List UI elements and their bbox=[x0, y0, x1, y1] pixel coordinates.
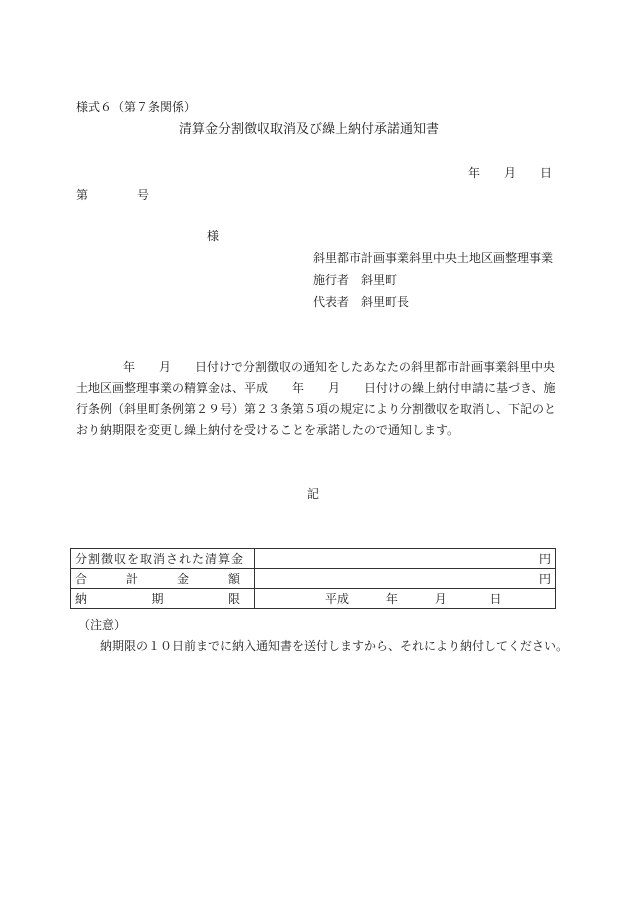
issuer-project: 斜里都市計画事業斜里中央土地区画整理事業 bbox=[313, 251, 554, 265]
settlement-amount-cell bbox=[255, 549, 556, 569]
due-era: 平成 bbox=[325, 591, 350, 606]
due-date-label: 納 期 限 bbox=[71, 589, 255, 609]
date-day: 日 bbox=[540, 166, 553, 180]
due-day: 日 bbox=[489, 591, 502, 606]
table-row bbox=[71, 569, 556, 589]
note-text: 納期限の１０日前までに納入通知書を送付しますから、それにより納付してください。 bbox=[100, 639, 569, 653]
due-date-cell bbox=[255, 589, 556, 609]
note-heading: （注意） bbox=[78, 618, 127, 632]
date-year: 年 bbox=[468, 166, 481, 180]
total-amount-cell bbox=[255, 569, 556, 589]
detail-table bbox=[70, 548, 556, 609]
number-go: 号 bbox=[137, 188, 150, 202]
date-month: 月 bbox=[504, 166, 517, 180]
due-year: 年 bbox=[385, 591, 398, 606]
addressee-sama: 様 bbox=[207, 229, 220, 243]
table-row bbox=[71, 589, 556, 609]
yen-unit: 円 bbox=[538, 571, 551, 586]
body-line-2: 土地区画整理事業の精算金は、平成 年 月 日付けの繰上納付申請に基づき、施 bbox=[76, 381, 556, 395]
number-dai: 第 bbox=[76, 188, 89, 202]
yen-unit: 円 bbox=[538, 551, 551, 566]
form-number: 様式６（第７条関係） bbox=[76, 100, 197, 114]
ki-heading: 記 bbox=[307, 487, 320, 501]
table-row bbox=[71, 549, 556, 569]
issuer-executor: 施行者 斜里町 bbox=[313, 273, 398, 287]
body-line-3: 行条例（斜里町条例第２９号）第２３条第５項の規定により分割徴収を取消し、下記のと bbox=[76, 402, 557, 416]
document-title: 清算金分割徴収取消及び繰上納付承諾通知書 bbox=[179, 122, 440, 137]
issuer-representative: 代表者 斜里町長 bbox=[313, 295, 410, 309]
body-line-4: おり納期限を変更し繰上納付を受けることを承諾したので通知します。 bbox=[76, 423, 460, 437]
settlement-label: 分割徴収を取消された清算金 bbox=[71, 549, 255, 569]
due-month: 月 bbox=[434, 591, 447, 606]
body-line-1: 年 月 日付けで分割徴収の通知をしたあなたの斜里都市計画事業斜里中央 bbox=[123, 360, 556, 374]
total-amount-label: 合 計 金 額 bbox=[71, 569, 255, 589]
notice-body bbox=[76, 357, 556, 441]
